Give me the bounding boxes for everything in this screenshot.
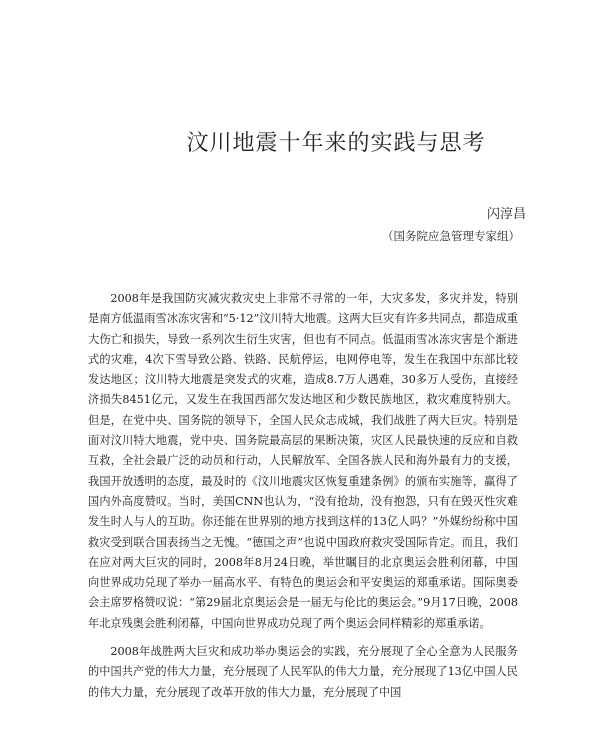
article-title: 汶川地震十年来的实践与思考 [186,131,486,156]
body-paragraph-2: 2008年战胜两大巨灾和成功举办奥运会的实践，充分展现了全心全意为人民服务的中国共产党的伟大力量，充分展现了人民军队的伟大力量，充分展现了13亿中国人民的伟大力量，充分展现了改革开放的伟大力量，充分展现了中国 [88,645,518,699]
author-affiliation: （国务院应急管理专家组） [382,229,520,243]
author-name: 闪淳昌 [486,207,526,222]
article-body [88,289,518,711]
body-paragraph-1: 2008年是我国防灾减灾救灾史上非常不寻常的一年，大灾多发，多灾并发，特别是南方低温雨雪冰冻灾害和“5·12”汶川特大地震。这两大巨灾有许多共同点，都造成重大伤亡和损失，导致一系列次生衍生灾害，但也有不同点。低温雨雪冰冻灾害是个渐进式的灾难，4次下雪导致公路、铁路、民航停运，电网停电等，发生在我国中东部比较发达地区；汶川特大地震是突发式的灾难，造成8.7万人遇难，30多万人受伤，直接经济损失8451亿元，又发生在我国西部欠发达地区和少数民族地区，救灾难度特别大。但是，在党中央、国务院的领导下，全国人民众志成城，我们战胜了两大巨灾。特别是面对汶川特大地震，党中央、国务院最高层的果断决策，灾区人民最快速的反应和自救互救，全社会最广泛的动员和行动，人民解放军、全国各族人民和海外最有力的支援，我国开放透明的态度，最及时的《汶川地震灾区恢复重建条例》的颁布实施等，赢得了国内外高度赞叹。当时，美国CNN也认为，“没有抢劫，没有抱怨，只有在毁灭性灾难发生时人与人的互助。你还能在世界别的地方找到这样的13亿人吗？”外媒纷纷称中国救灾受到联合国表扬当之无愧。“德国之声”也说中国政府救灾受国际肯定。而且，我们在应对两大巨灾的同时，2008年8月24日晚，举世瞩目的北京奥运会胜利闭幕，中国向世界成功兑现了举办一届高水平、有特色的奥运会和平安奥运的郑重承诺。国际奥委会主席罗格赞叹说：“第29届北京奥运会是一届无与伦比的奥运会。”9月17日晚，2008年北京残奥会胜利闭幕，中国向世界成功兑现了两个奥运会同样精彩的郑重承诺。 [88,292,518,630]
